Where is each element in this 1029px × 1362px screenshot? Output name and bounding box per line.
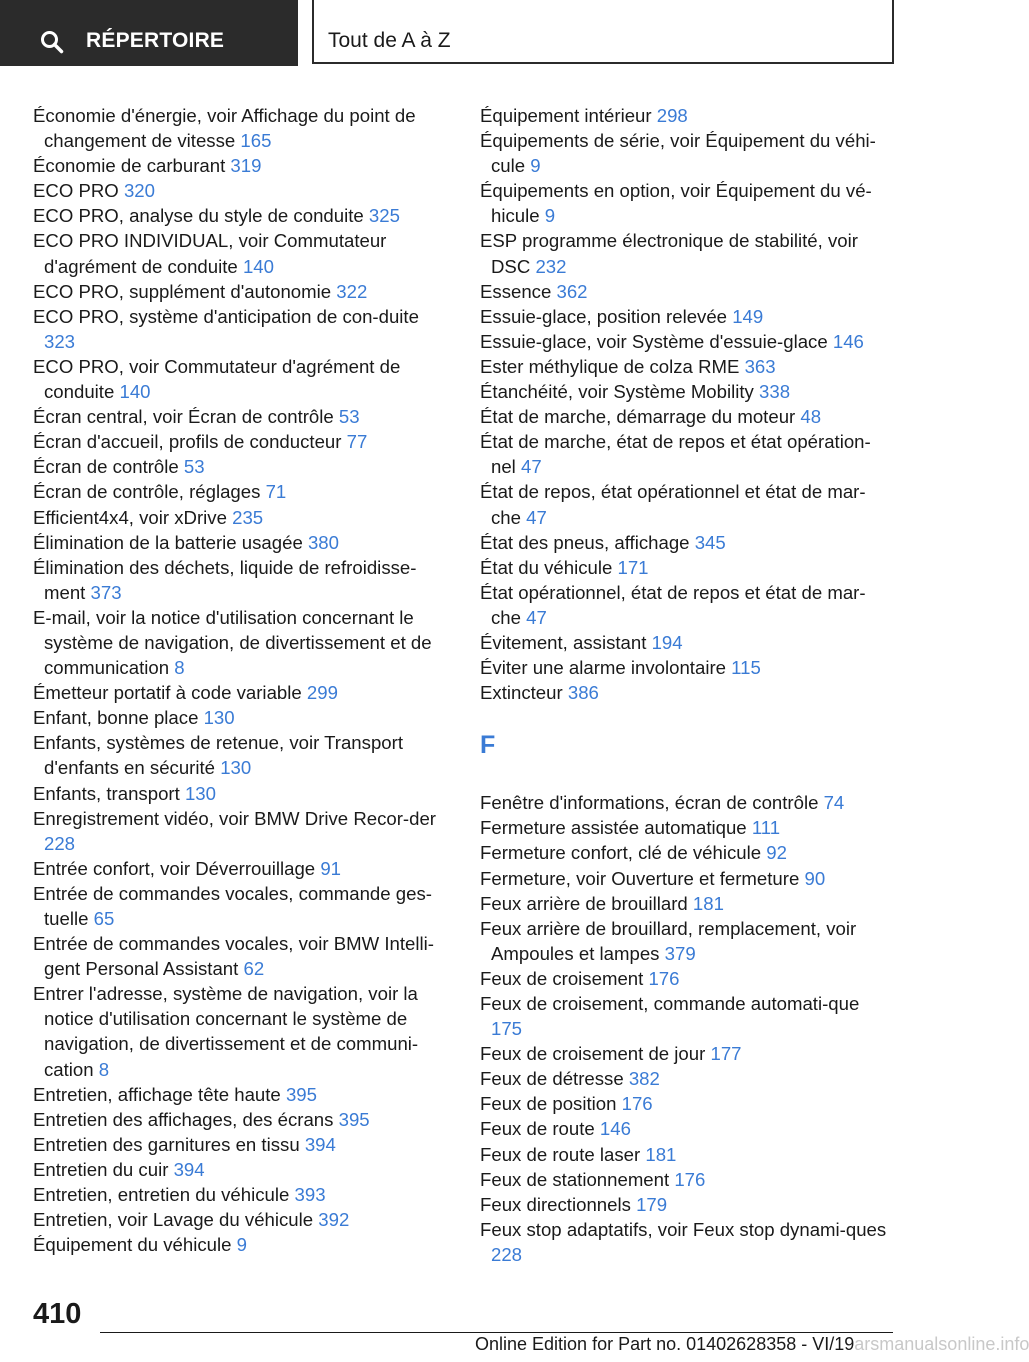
search-icon [40,30,64,54]
index-entry-page-link[interactable]: 394 [173,1158,205,1180]
index-entry-text: Entrée de commandes vocales, voir BMW Intelli-gent Personal Assistant [33,933,434,980]
index-entry-page-link[interactable]: 322 [336,280,368,302]
index-entry-page-link[interactable]: 299 [306,682,338,704]
index-entry-page-link[interactable]: 194 [651,631,683,653]
index-entry [480,1167,892,1192]
index-entry [33,981,451,1081]
index-entry-text: Feux de croisement [480,967,644,989]
index-entry-text: ECO PRO INDIVIDUAL, voir Commutateur d'agrément de conduite [33,230,387,277]
index-entry-text: Feux stop adaptatifs, voir Feux stop dynami-ques [480,1218,887,1240]
index-entry-page-link[interactable]: 395 [338,1108,370,1130]
header [0,0,960,66]
index-entry-text: État de marche, démarrage du moteur [480,406,796,428]
index-entry-page-link[interactable]: 386 [567,682,599,704]
index-entry-text: Feux de détresse [480,1068,624,1090]
index-entry-page-link[interactable]: 90 [804,867,826,889]
index-entry-text: Feux de croisement de jour [480,1043,706,1065]
index-entry-text: Équipement du véhicule [33,1234,232,1256]
index-entry-text: ESP programme électronique de stabilité, voir DSC [480,230,858,277]
index-entry-page-link[interactable]: 382 [628,1068,660,1090]
index-entry-page-link[interactable]: 140 [242,255,274,277]
index-entry-text: ECO PRO, analyse du style de conduite [33,205,364,227]
index-entry-page-link[interactable]: 146 [599,1118,631,1140]
index-entry-page-link[interactable]: 9 [544,205,556,227]
index-entry-page-link[interactable]: 47 [526,606,547,628]
index-entry-page-link[interactable]: 130 [184,782,216,804]
index-entry-page-link[interactable]: 115 [731,657,761,679]
index-entry-page-link[interactable]: 130 [203,707,235,729]
index-entry-text: Ester méthylique de colza RME [480,355,740,377]
index-entry-text: Feux directionnels [480,1193,631,1215]
index-entry [33,555,451,605]
index-entry-page-link[interactable]: 362 [556,280,588,302]
index-entry-text: Extincteur [480,682,563,704]
index-entry [480,1041,892,1066]
section-letter: F [480,731,496,760]
index-entry-text: Efficient4x4, voir xDrive [33,506,227,528]
index-entry-text: État opérationnel, état de repos et état de mar-che [480,581,866,628]
index-entry-text: Entrer l'adresse, système de navigation, voir la notice d'utilisation concernant le système de navigation, de divertissement et de communi-cation [33,983,419,1080]
index-entry-text: Équipements de série, voir Équipement du véhi-cule [480,130,876,177]
index-entry-page-link[interactable]: 179 [636,1193,668,1215]
index-entry-page-link[interactable]: 319 [230,155,262,177]
index-entry-text: ECO PRO, voir Commutateur d'agrément de conduite [33,355,401,403]
index-entry [480,916,892,966]
footer-watermark: arsmanualsonline.info [854,1334,1029,1354]
index-entry [33,354,451,404]
index-entry-page-link[interactable]: 176 [674,1168,706,1190]
index-entry-text: Feux de position [480,1093,617,1115]
index-entry [480,279,892,304]
index-entry-text: Entretien des garnitures en tissu [33,1133,300,1155]
index-entry-text: Émetteur portatif à code variable [33,682,302,704]
footer [475,1334,1029,1355]
index-entry-text: Éviter une alarme involontaire [480,657,726,679]
index-entry [480,840,892,865]
index-entry-page-link[interactable]: 298 [656,105,688,126]
index-entry-page-link[interactable]: 165 [240,130,272,152]
index-entry [33,203,451,228]
index-entry [33,178,451,203]
index-entry [480,555,892,580]
index-entry-text: Écran central, voir Écran de contrôle [33,406,334,428]
index-entry [480,1192,892,1217]
index-entry-text: Étanchéité, voir Système Mobility [480,381,754,403]
index-entry [33,103,451,153]
index-entry-page-link[interactable]: 235 [232,506,264,528]
index-entry [33,1132,451,1157]
footer-edition: Online Edition for Part no. 01402628358 - VI/19 [475,1334,855,1354]
index-entry-page-link[interactable]: 228 [491,1243,523,1265]
index-entry-page-link[interactable]: 228 [44,832,76,854]
index-entry [480,479,892,529]
index-entry-page-link[interactable]: 149 [732,305,764,327]
index-entry [33,680,451,705]
index-entry-text: ECO PRO [33,180,119,202]
index-entry-page-link[interactable]: 338 [759,381,791,403]
index-entry-page-link[interactable]: 345 [694,531,726,553]
index-entry [480,891,892,916]
index-entry [480,655,892,680]
index-entry-page-link[interactable]: 77 [346,431,368,453]
index-entry [33,530,451,555]
index-entry-text: État de repos, état opérationnel et état de mar-che [480,481,866,528]
index-column-left [33,103,451,1257]
index-entry [33,856,451,881]
index-entry [480,228,892,278]
index-entry-page-link[interactable]: 146 [832,330,864,352]
index-entry [480,1091,892,1116]
index-entry [33,705,451,730]
index-entry-text: Feux de stationnement [480,1168,670,1190]
index-entry [480,404,892,429]
index-entry-text: Entretien, voir Lavage du véhicule [33,1209,314,1231]
index-entry-page-link[interactable]: 74 [823,792,845,814]
index-entry-text: Feux de route [480,1118,595,1140]
index-entry [33,279,451,304]
index-entry-page-link[interactable]: 47 [521,456,542,478]
index-entry-page-link[interactable]: 8 [174,657,185,679]
index-entry [33,479,451,504]
index-entry-page-link[interactable]: 53 [183,456,205,478]
index-entry [33,931,451,981]
index-entry-page-link[interactable]: 320 [123,180,155,202]
index-entry-text: Enfants, systèmes de retenue, voir Transport d'enfants en sécurité [33,732,403,779]
index-entry-text: Essuie-glace, voir Système d'essuie-glace [480,330,828,352]
index-entry-page-link[interactable]: 91 [320,857,341,879]
index-entry [480,580,892,630]
tab-repertoire[interactable] [0,0,298,66]
index-entry-page-link[interactable]: 363 [744,355,776,377]
index-entry [33,605,451,680]
index-entry [480,103,892,128]
index-entry-text: Entretien du cuir [33,1158,169,1180]
index-entry-page-link[interactable]: 325 [368,205,400,227]
index-entry-text: Essence [480,280,552,302]
index-entry-page-link[interactable]: 71 [265,481,287,503]
index-entry [480,304,892,329]
index-entry [480,1116,892,1141]
index-entry-text: Écran de contrôle, réglages [33,481,261,503]
index-entry [480,815,892,840]
index-entry-text: Enregistrement vidéo, voir BMW Drive Recor-der [33,807,436,829]
index-entry [33,228,451,278]
index-entry [480,379,892,404]
index-entry-text: État de marche, état de repos et état opération-nel [480,431,871,478]
index-entry-page-link[interactable]: 171 [617,556,649,578]
index-entry-text: Équipement intérieur [480,105,652,126]
index-entry [33,153,451,178]
index-entry-page-link[interactable]: 175 [491,1018,523,1040]
index-entry [33,1232,451,1257]
tab-az[interactable] [312,0,894,64]
index-entry-page-link[interactable]: 9 [236,1234,247,1256]
index-entry [33,429,451,454]
page-number: 410 [33,1298,82,1330]
index-column-right [480,103,892,1267]
index-entry-text: Entretien, affichage tête haute [33,1083,281,1105]
index-entry [480,966,892,991]
index-entry [480,1142,892,1167]
index-entry-text: Élimination des déchets, liquide de refroidisse-ment [33,556,417,603]
index-entry [480,680,892,705]
index-entry-text: Élimination de la batterie usagée [33,531,303,553]
index-entry-page-link[interactable]: 9 [530,155,541,177]
index-entry [480,429,892,479]
index-entry [33,454,451,479]
tab-repertoire-label: RÉPERTOIRE [86,29,225,52]
index-entry-text: E-mail, voir la notice d'utilisation concernant le système de navigation, de divertissement et de communication [33,606,432,679]
index-entry-page-link[interactable]: 47 [526,506,547,528]
index-entry [33,1082,451,1107]
index-entry [33,730,451,780]
index-entry [33,1107,451,1132]
index-entry-text: Fermeture, voir Ouverture et fermeture [480,867,800,889]
index-entry-text: Écran d'accueil, profils de conducteur [33,431,342,453]
index-entry-page-link[interactable]: 232 [535,255,567,277]
index-entry-text: Feux arrière de brouillard, remplacement, voir Ampoules et lampes [480,917,857,964]
index-entry-page-link[interactable]: 130 [220,757,252,779]
index-entry [33,881,451,931]
index-entry-page-link[interactable]: 92 [766,842,787,864]
index-entry-text: État des pneus, affichage [480,531,690,553]
index-entry-text: Fermeture assistée automatique [480,817,747,839]
index-entry [480,991,892,1041]
index-entry [480,1217,892,1267]
index-entry [33,304,451,354]
index-entry [33,1182,451,1207]
index-entry-page-link[interactable]: 181 [645,1143,677,1165]
index-entry-page-link[interactable]: 394 [304,1133,336,1155]
index-entry-page-link[interactable]: 65 [93,908,115,929]
index-entry-text: Feux arrière de brouillard [480,892,688,914]
index-entry-page-link[interactable]: 177 [710,1043,742,1065]
index-entry-text: Écran de contrôle [33,456,179,478]
index-entry-page-link[interactable]: 176 [621,1093,653,1115]
index-entry-page-link[interactable]: 379 [664,942,696,964]
index-group-e [480,103,892,705]
index-entry-text: État du véhicule [480,556,613,578]
index-entry-page-link[interactable]: 323 [44,330,76,352]
index-entry [480,354,892,379]
index-entry [480,128,892,178]
index-entry-text: Économie de carburant [33,155,226,177]
index-entry-text: Fenêtre d'informations, écran de contrôle [480,792,819,814]
index-entry-text: Entrée de commandes vocales, commande ges-tuelle [33,882,432,929]
footer-divider [100,1332,893,1333]
index-entry [480,530,892,555]
index-entry-page-link[interactable]: 111 [751,817,781,839]
index-entry-page-link[interactable]: 176 [648,967,680,989]
index-entry-text: Fermeture confort, clé de véhicule [480,842,762,864]
index-entry [480,178,892,228]
index-entry-page-link[interactable]: 53 [338,406,360,428]
index-entry-page-link[interactable]: 392 [318,1209,350,1231]
index-entry [33,1157,451,1182]
index-entry-page-link[interactable]: 380 [307,531,339,553]
index-entry-text: Essuie-glace, position relevée [480,305,728,327]
index-entry-text: Équipements en option, voir Équipement du vé-hicule [480,180,872,227]
index-entry [33,806,451,856]
index-entry-page-link[interactable]: 62 [243,958,265,980]
index-entry-text: Entrée confort, voir Déverrouillage [33,857,316,879]
index-entry-text: ECO PRO, supplément d'autonomie [33,280,332,302]
index-entry-page-link[interactable]: 181 [692,892,724,914]
index-entry-page-link[interactable]: 8 [98,1058,110,1080]
index-entry-text: Enfants, transport [33,782,180,804]
index-entry [480,630,892,655]
index-entry [33,1207,451,1232]
index-entry-page-link[interactable]: 393 [294,1184,326,1206]
index-entry-page-link[interactable]: 395 [285,1083,317,1105]
index-entry-page-link[interactable]: 373 [90,581,122,603]
index-entry-page-link[interactable]: 140 [119,381,151,403]
tab-az-label: Tout de A à Z [328,29,451,52]
index-group-f [480,790,892,1267]
index-entry-text: Enfant, bonne place [33,707,199,729]
index-entry [480,1066,892,1091]
index-entry-page-link[interactable]: 48 [800,406,822,428]
index-entry-text: Évitement, assistant [480,631,647,653]
index-entry [480,866,892,891]
index-entry [480,329,892,354]
index-entry-text: Économie d'énergie, voir Affichage du point de changement de vitesse [33,105,416,152]
index-entry-text: ECO PRO, système d'anticipation de con-duite [33,305,419,327]
index-entry [33,505,451,530]
index-entry-text: Entretien, entretien du véhicule [33,1184,290,1206]
index-entry [480,790,892,815]
index-entry-text: Feux de croisement, commande automati-que [480,993,860,1014]
index-entry-text: Feux de route laser [480,1143,641,1165]
index-entry [33,781,451,806]
index-entry-text: Entretien des affichages, des écrans [33,1108,334,1130]
index-entry [33,404,451,429]
